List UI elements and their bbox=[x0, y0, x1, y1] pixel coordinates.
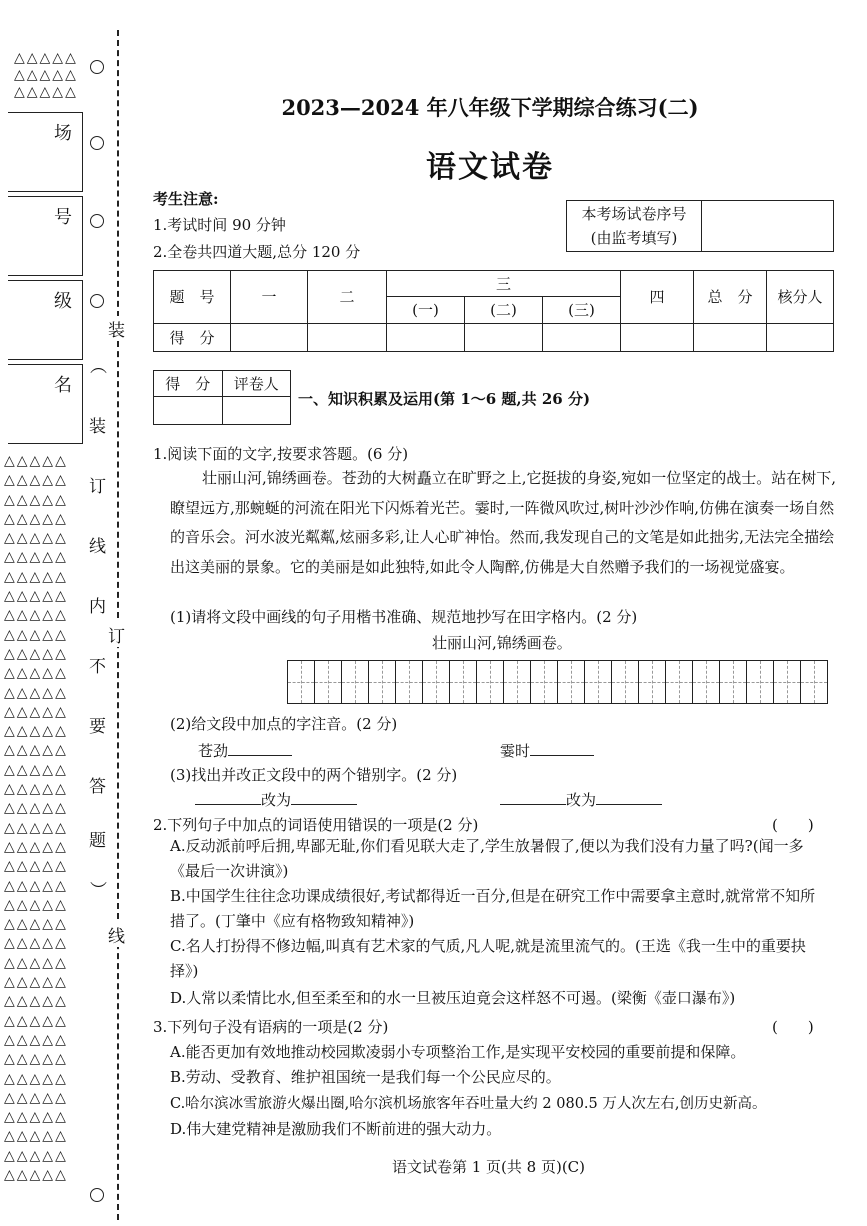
score-cell[interactable] bbox=[308, 323, 387, 351]
grid-cell[interactable] bbox=[396, 661, 423, 703]
answer-blank[interactable] bbox=[195, 804, 261, 805]
grid-cell[interactable] bbox=[666, 661, 693, 703]
q3-answer-bracket[interactable]: ( ) bbox=[772, 1018, 814, 1036]
grid-cell[interactable] bbox=[585, 661, 612, 703]
section-grader-box bbox=[153, 370, 291, 425]
serial-number-box bbox=[566, 200, 834, 252]
serial-label-line: (由监考填写) bbox=[590, 229, 678, 247]
score-cell[interactable] bbox=[465, 323, 543, 351]
grader-score-label: 得 分 bbox=[154, 371, 223, 397]
grid-cell[interactable] bbox=[423, 661, 450, 703]
q1-correction-2 bbox=[500, 789, 662, 810]
header-col-4: 四 bbox=[621, 271, 694, 324]
binding-hole-icon bbox=[90, 214, 104, 228]
binding-char: 内 bbox=[89, 597, 106, 617]
q1-sub2: (2)给文段中加点的字注音。(2 分) bbox=[170, 715, 398, 733]
binding-hole-icon bbox=[90, 294, 104, 308]
subject-title: 语文试卷 bbox=[426, 150, 554, 185]
binding-char: 装 bbox=[89, 417, 106, 437]
score-row-label: 得 分 bbox=[154, 323, 231, 351]
grid-cell[interactable] bbox=[612, 661, 639, 703]
score-cell[interactable] bbox=[767, 323, 834, 351]
q1-word2-line bbox=[500, 740, 594, 761]
class-box: 级 bbox=[8, 280, 83, 360]
grid-cell[interactable] bbox=[801, 661, 827, 703]
q1-sub3: (3)找出并改正文段中的两个错别字。(2 分) bbox=[170, 766, 458, 784]
q1-copy-sentence: 壮丽山河,锦绣画卷。 bbox=[432, 634, 572, 652]
header-subcol: (三) bbox=[543, 297, 621, 323]
q2-stem: 2.下列句子中加点的词语使用错误的一项是(2 分) bbox=[153, 816, 479, 834]
header-subcol: (二) bbox=[465, 297, 543, 323]
q3-stem: 3.下列句子没有语病的一项是(2 分) bbox=[153, 1018, 389, 1036]
q2-option-b: B.中国学生往往念功课成绩很好,考试都得近一百分,但是在研究工作中需要拿主意时,就常常不知所措了。(丁肇中《应有格物致知精神》) bbox=[170, 887, 816, 930]
triangle-pattern-top: △△△△△ △△△△△ △△△△△ bbox=[14, 50, 78, 100]
name-box: 名 bbox=[8, 364, 83, 444]
binding-char: 不 bbox=[89, 657, 106, 677]
exam-room-box: 场 bbox=[8, 112, 83, 192]
score-cell[interactable] bbox=[621, 323, 694, 351]
q3-option-a: A.能否更加有效地推动校园欺凌弱小专项整治工作,是实现平安校园的重要前提和保障。 bbox=[170, 1043, 746, 1061]
serial-input-cell[interactable] bbox=[702, 201, 834, 252]
grid-cell[interactable] bbox=[720, 661, 747, 703]
grid-cell[interactable] bbox=[342, 661, 369, 703]
q2-option-c: C.名人打扮得不修边幅,叫真有艺术家的气质,凡人呢,就是流里流气的。(王选《我一生中的重要抉择》) bbox=[170, 937, 806, 980]
grid-cell[interactable] bbox=[747, 661, 774, 703]
score-table bbox=[153, 270, 834, 352]
grid-cell[interactable] bbox=[531, 661, 558, 703]
paren-close: ︶ bbox=[90, 881, 107, 901]
grid-cell[interactable] bbox=[504, 661, 531, 703]
score-cell[interactable] bbox=[543, 323, 621, 351]
header-col-total: 总 分 bbox=[694, 271, 767, 324]
grid-cell[interactable] bbox=[774, 661, 801, 703]
q1-sub1: (1)请将文段中画线的句子用楷书准确、规范地抄写在田字格内。(2 分) bbox=[170, 608, 638, 626]
tianzige-grid[interactable] bbox=[287, 660, 828, 704]
grid-cell[interactable] bbox=[477, 661, 504, 703]
binding-char-2: 订 bbox=[108, 622, 125, 647]
notice-item: 1.考试时间 90 分钟 bbox=[153, 216, 286, 234]
header-label: 题 号 bbox=[154, 271, 231, 324]
grid-cell[interactable] bbox=[639, 661, 666, 703]
q2-option-a: A.反动派前呼后拥,卑鄙无耻,你们看见联大走了,学生放暑假了,便以为我们没有力量了吗?(闻一多《最后一次讲演》) bbox=[170, 837, 804, 880]
answer-blank[interactable] bbox=[228, 755, 292, 756]
grid-cell[interactable] bbox=[693, 661, 720, 703]
q3-option-b: B.劳动、受教育、维护祖国统一是我们每一个公民应尽的。 bbox=[170, 1068, 561, 1086]
page-footer: 语文试卷第 1 页(共 8 页)(C) bbox=[391, 1158, 586, 1176]
seat-number-box: 号 bbox=[8, 196, 83, 276]
binding-hole-icon bbox=[90, 136, 104, 150]
answer-blank[interactable] bbox=[291, 804, 357, 805]
change-label: 改为 bbox=[261, 791, 292, 809]
binding-char: 要 bbox=[89, 717, 106, 737]
header-col-2: 二 bbox=[308, 271, 387, 324]
grid-cell[interactable] bbox=[288, 661, 315, 703]
answer-blank[interactable] bbox=[530, 755, 594, 756]
binding-hole-icon bbox=[90, 1188, 104, 1202]
binding-char: 订 bbox=[89, 477, 106, 497]
binding-char: 线 bbox=[89, 537, 106, 557]
notice-item: 2.全卷共四道大题,总分 120 分 bbox=[153, 243, 361, 261]
exam-title: 2023—2024 年八年级下学期综合练习(二) bbox=[281, 95, 699, 120]
notice-heading: 考生注意: bbox=[153, 190, 219, 208]
grader-label: 评卷人 bbox=[222, 371, 291, 397]
binding-char: 答 bbox=[89, 777, 106, 797]
q3-option-d: D.伟大建党精神是激励我们不断前进的强大动力。 bbox=[170, 1120, 502, 1138]
q3-option-c: C.哈尔滨冰雪旅游火爆出圈,哈尔滨机场旅客年吞吐量大约 2 080.5 万人次左右,创历史新高。 bbox=[170, 1096, 767, 1112]
answer-blank[interactable] bbox=[596, 804, 662, 805]
header-col-3: 三 bbox=[387, 271, 621, 297]
grader-name-cell[interactable] bbox=[222, 397, 291, 425]
grader-score-cell[interactable] bbox=[154, 397, 223, 425]
serial-label bbox=[567, 201, 702, 252]
triangle-pattern-bottom: △△△△△ △△△△△ △△△△△ △△△△△ △△△△△ △△△△△ △△△△△ △△△△△ △△△△△ △△△△△ △△△△△ △△△△△ △△△△△ △△△△△ △△△△△ △△△△△ △△△△△ △△△△△ △△△△△ △△△△△ △△△△△ △△△△△ △△△△△ △△△△△ △△△△△ △△△△△ △△△△△ △△△△△ △△△△△ △△△△△ △△△△△ △△△△△ △△△△△ △△△△△ △△△△△ △△△△△ △△△△△ △△△△△ bbox=[4, 453, 68, 1183]
q2-option-d: D.人常以柔情比水,但至柔至和的水一旦被压迫竟会这样怒不可遏。(梁衡《壶口瀑布》) bbox=[170, 989, 736, 1007]
q1-word2: 霎时 bbox=[500, 742, 531, 760]
grid-cell[interactable] bbox=[558, 661, 585, 703]
q1-passage: 壮丽山河,锦绣画卷。苍劲的大树矗立在旷野之上,它挺拔的身姿,宛如一位坚定的战士。站在树下,瞭望远方,那蜿蜒的河流在阳光下闪烁着光芒。霎时,一阵微风吹过,树叶沙沙作响,仿佛在演奏一场自然的音乐会。河水波光粼粼,炫丽多彩,让人心旷神怡。然而,我发现自己的文笔是如此拙劣,无法完全描绘出这美丽的景象。它的美丽是如此独特,如此令人陶醉,仿佛是大自然赠予我们的一场视觉盛宴。 bbox=[170, 469, 837, 576]
binding-char-2: 线 bbox=[108, 922, 125, 947]
section-title: 一、知识积累及运用(第 1～6 题,共 26 分) bbox=[298, 390, 591, 408]
grid-cell[interactable] bbox=[450, 661, 477, 703]
score-cell[interactable] bbox=[231, 323, 308, 351]
header-subcol: (一) bbox=[387, 297, 465, 323]
grid-cell[interactable] bbox=[369, 661, 396, 703]
grid-cell[interactable] bbox=[315, 661, 342, 703]
header-col-checker: 核分人 bbox=[767, 271, 834, 324]
q1-word1: 苍劲 bbox=[198, 742, 229, 760]
binding-char-2: 装 bbox=[108, 316, 125, 341]
serial-label-line: 本考场试卷序号 bbox=[581, 205, 687, 223]
binding-char: 题 bbox=[89, 831, 106, 851]
score-cell[interactable] bbox=[694, 323, 767, 351]
q2-answer-bracket[interactable]: ( ) bbox=[772, 816, 814, 834]
change-label: 改为 bbox=[566, 791, 597, 809]
answer-blank[interactable] bbox=[500, 804, 566, 805]
q1-word1-line bbox=[198, 740, 292, 761]
q1-correction-1 bbox=[195, 789, 357, 810]
paren-open: ︵ bbox=[90, 357, 107, 377]
score-cell[interactable] bbox=[387, 323, 465, 351]
binding-hole-icon bbox=[90, 60, 104, 74]
header-col-1: 一 bbox=[231, 271, 308, 324]
q1-stem: 1.阅读下面的文字,按要求答题。(6 分) bbox=[153, 445, 409, 463]
